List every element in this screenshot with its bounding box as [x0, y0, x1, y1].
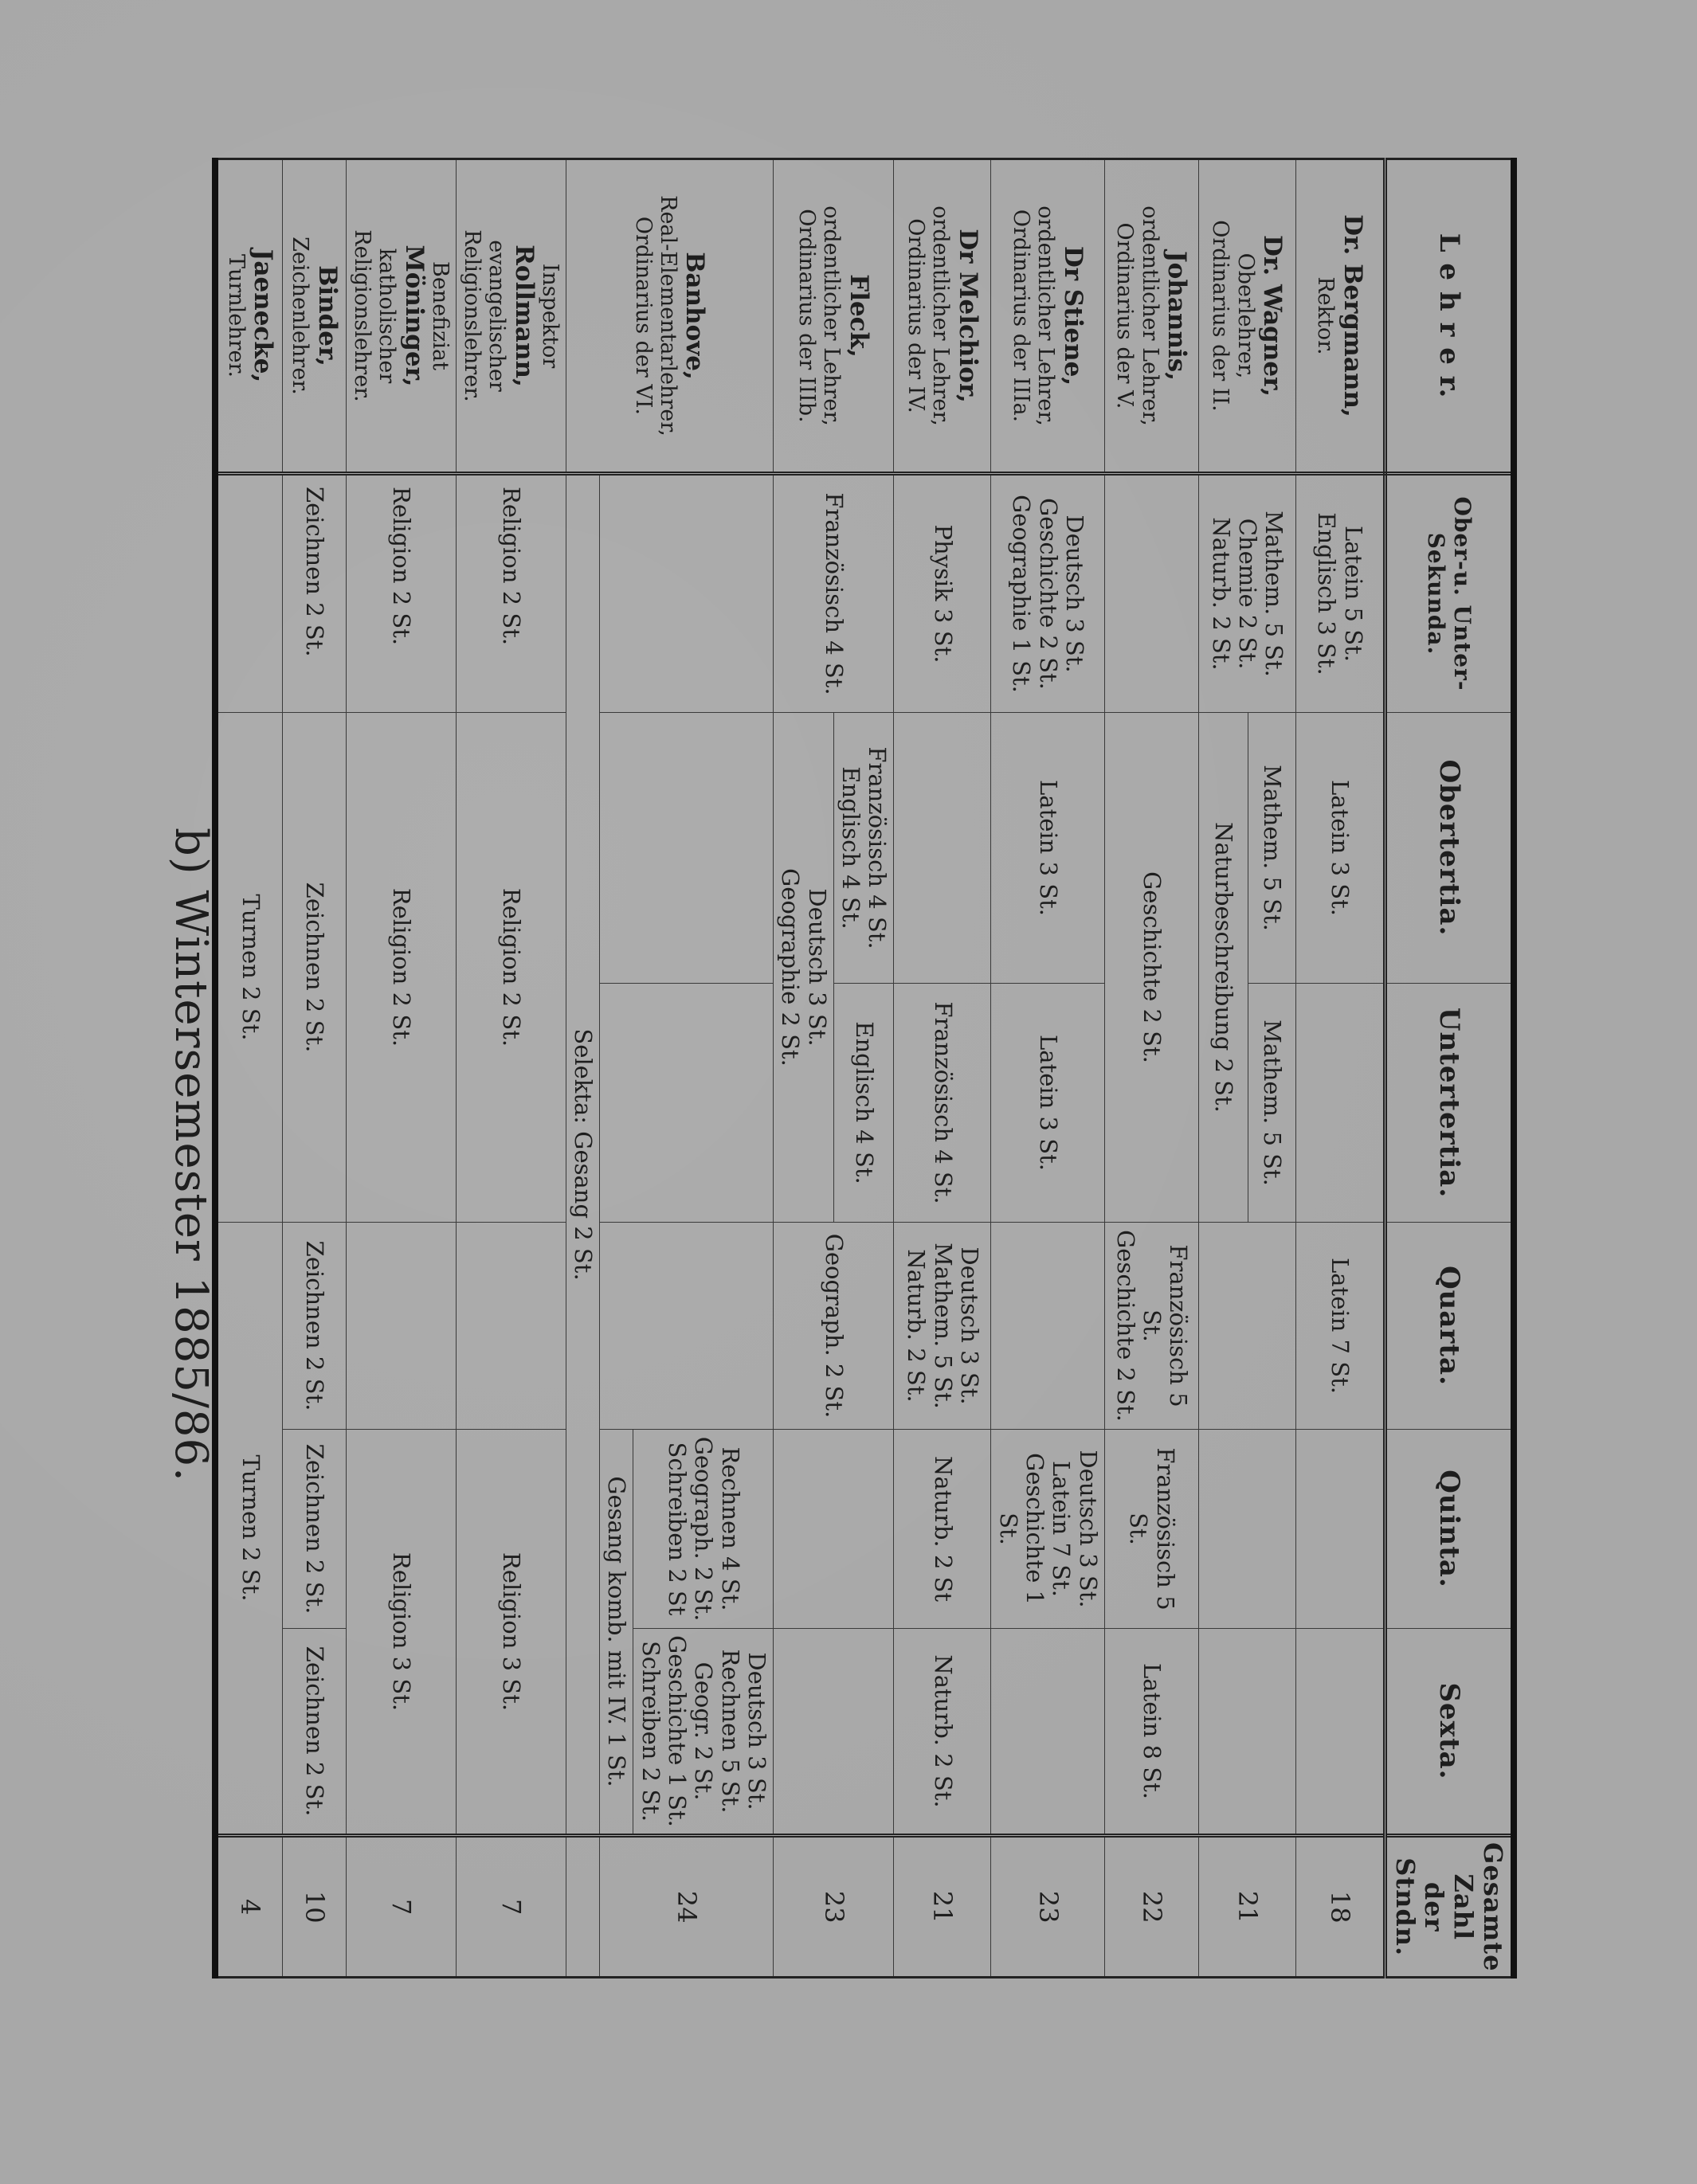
- cell-obertertia: [600, 713, 774, 984]
- cell-quarta: Zeichnen 2 St.: [283, 1223, 347, 1430]
- cell-obertertia: Französisch 4 St. Englisch 4 St.: [833, 713, 894, 984]
- cell-untertertia: [1295, 984, 1385, 1223]
- cell-ot-ut-shared: Turnen 2 St.: [215, 713, 283, 1223]
- cell-untertertia: Französisch 4 St.: [894, 984, 991, 1223]
- cell-ot-ut-shared: Zeichnen 2 St.: [283, 713, 347, 1223]
- header-quinta: Quinta.: [1385, 1430, 1514, 1629]
- cell-sexta: Naturb. 2 St.: [894, 1629, 991, 1836]
- cell-total: 23: [991, 1836, 1104, 1978]
- timetable: [212, 158, 1517, 1979]
- teacher-cell: Dr Stiene, ordentlicher Lehrer, Ordinarius der IIIa.: [991, 159, 1104, 474]
- cell-quinta: Französisch 5 St.: [1104, 1430, 1198, 1629]
- teacher-cell: Johannis, ordentlicher Lehrer, Ordinarius der V.: [1104, 159, 1198, 474]
- cell-ot-ut-shared: Geschichte 2 St.: [1104, 713, 1198, 1223]
- header-row: [1385, 159, 1514, 1978]
- cell-secunda: Religion 2 St.: [347, 474, 457, 713]
- cell-sexta: [774, 1629, 894, 1836]
- cell-ot-ut-shared: Deutsch 3 St. Geographie 2 St.: [774, 713, 834, 1223]
- cell-ot-ut-shared: Religion 2 St.: [456, 713, 566, 1223]
- teacher-cell: Inspektor Rollmann, evangelischer Religionslehrer.: [456, 159, 566, 474]
- teacher-cell: Fleck, ordentlicher Lehrer, Ordinarius der IIIb.: [774, 159, 894, 474]
- page-caption: b) Wintersemester 1885/86.: [165, 828, 217, 1482]
- cell-quarta-quinta-sexta: Turnen 2 St.: [215, 1223, 283, 1836]
- table-row: [1248, 159, 1295, 1978]
- cell-quinta-sexta: Religion 3 St.: [347, 1430, 457, 1836]
- cell-untertertia: [600, 984, 774, 1223]
- cell-secunda: [1104, 474, 1198, 713]
- cell-obertertia: Latein 3 St.: [1295, 713, 1385, 984]
- cell-obertertia: Latein 3 St.: [991, 713, 1104, 984]
- cell-ot-ut-shared: Religion 2 St.: [347, 713, 457, 1223]
- table-row: [894, 159, 991, 1978]
- cell-obertertia: [894, 713, 991, 984]
- teacher-cell: Benefiziat Möninger, katholischer Religionslehrer.: [347, 159, 457, 474]
- cell-secunda: Religion 2 St.: [456, 474, 566, 713]
- cell-total: 22: [1104, 1836, 1198, 1978]
- cell-total: 21: [894, 1836, 991, 1978]
- cell-quinta: Zeichnen 2 St.: [283, 1430, 347, 1629]
- cell-quarta: [991, 1223, 1104, 1430]
- cell-quarta: [600, 1223, 774, 1430]
- teacher-cell: Dr. Wagner, Oberlehrer, Ordinarius der II.: [1198, 159, 1295, 474]
- cell-quinta: Rechnen 4 St. Geograph. 2 St. Schreiben 2 St: [633, 1430, 774, 1629]
- cell-quinta: [1198, 1430, 1295, 1629]
- cell-untertertia: Mathem. 5 St.: [1248, 984, 1295, 1223]
- cell-sexta: Latein 8 St.: [1104, 1629, 1198, 1836]
- cell-quinta: [774, 1430, 894, 1629]
- cell-untertertia: Latein 3 St.: [991, 984, 1104, 1223]
- cell-gesang-kombiniert: Gesang komb. mit IV. 1 St.: [600, 1430, 633, 1836]
- cell-secunda: Latein 5 St. Englisch 3 St.: [1295, 474, 1385, 713]
- cell-total: 4: [215, 1836, 283, 1978]
- teacher-cell: Jaenecke, Turnlehrer.: [215, 159, 283, 474]
- table-row: [215, 159, 283, 1978]
- cell-quinta-sexta: Religion 3 St.: [456, 1430, 566, 1836]
- table-row: [1295, 159, 1385, 1978]
- header-obertertia: Obertertia.: [1385, 713, 1514, 984]
- header-secunda: Ober-u. Unter- Sekunda.: [1385, 474, 1514, 713]
- table-row: [833, 159, 894, 1978]
- teacher-cell: Banhove, Real-Elementarlehrer, Ordinarius der VI.: [566, 159, 773, 474]
- cell-quinta: Deutsch 3 St. Latein 7 St. Geschichte 1 St.: [991, 1430, 1104, 1629]
- cell-quarta: [1198, 1223, 1295, 1430]
- cell-quarta: Deutsch 3 St. Mathem. 5 St. Naturb. 2 St.: [894, 1223, 991, 1430]
- header-total: Gesamte Zahl der Stndn.: [1385, 1836, 1514, 1978]
- cell-secunda: Zeichnen 2 St.: [283, 474, 347, 713]
- cell-secunda: Deutsch 3 St. Geschichte 2 St. Geographie 1 St.: [991, 474, 1104, 713]
- cell-secunda: Mathem. 5 St. Chemie 2 St. Naturb. 2 St.: [1198, 474, 1295, 713]
- cell-untertertia: Englisch 4 St.: [833, 984, 894, 1223]
- table-row: [1104, 159, 1198, 1978]
- cell-total-empty: [566, 1836, 599, 1978]
- header-untertertia: Untertertia.: [1385, 984, 1514, 1223]
- cell-quarta: Französisch 5 St. Geschichte 2 St.: [1104, 1223, 1198, 1430]
- teacher-cell: Binder, Zeichenlehrer.: [283, 159, 347, 474]
- cell-quarta: Geograph. 2 St.: [774, 1223, 894, 1430]
- cell-quarta: Latein 7 St.: [1295, 1223, 1385, 1430]
- cell-sexta: [1198, 1629, 1295, 1836]
- cell-sexta: Deutsch 3 St. Rechnen 5 St. Geogr. 2 St. Geschichte 1 St. Schreiben 2 St.: [633, 1629, 774, 1836]
- table-row: [991, 159, 1104, 1978]
- cell-secunda: Französisch 4 St.: [774, 474, 894, 713]
- teacher-cell: Dr Melchior, ordentlicher Lehrer, Ordinarius der IV.: [894, 159, 991, 474]
- table-row: [633, 159, 774, 1978]
- cell-quinta: [1295, 1430, 1385, 1629]
- cell-total: 18: [1295, 1836, 1385, 1978]
- cell-obertertia: Mathem. 5 St.: [1248, 713, 1295, 984]
- cell-total: 7: [347, 1836, 457, 1978]
- table-row: [283, 159, 347, 1978]
- cell-total: 7: [456, 1836, 566, 1978]
- cell-total: 10: [283, 1836, 347, 1978]
- header-teacher: L e h r e r.: [1385, 159, 1514, 474]
- cell-sexta: [1295, 1629, 1385, 1836]
- cell-sexta: Zeichnen 2 St.: [283, 1629, 347, 1836]
- cell-total: 21: [1198, 1836, 1295, 1978]
- cell-quinta: Naturb. 2 St: [894, 1430, 991, 1629]
- cell-selekta: Selekta: Gesang 2 St.: [566, 474, 599, 1836]
- cell-secunda: [215, 474, 283, 713]
- cell-secunda: Physik 3 St.: [894, 474, 991, 713]
- table-row: [456, 159, 566, 1978]
- table-row: [347, 159, 457, 1978]
- cell-total: 24: [600, 1836, 774, 1978]
- header-quarta: Quarta.: [1385, 1223, 1514, 1430]
- cell-sexta: [991, 1629, 1104, 1836]
- cell-quarta: [456, 1223, 566, 1430]
- cell-total: 23: [774, 1836, 894, 1978]
- cell-secunda: [600, 474, 774, 713]
- header-sexta: Sexta.: [1385, 1629, 1514, 1836]
- cell-quarta: [347, 1223, 457, 1430]
- cell-ot-ut-shared: Naturbeschreibung 2 St.: [1198, 713, 1248, 1223]
- teacher-cell: Dr. Bergmann, Rektor.: [1295, 159, 1385, 474]
